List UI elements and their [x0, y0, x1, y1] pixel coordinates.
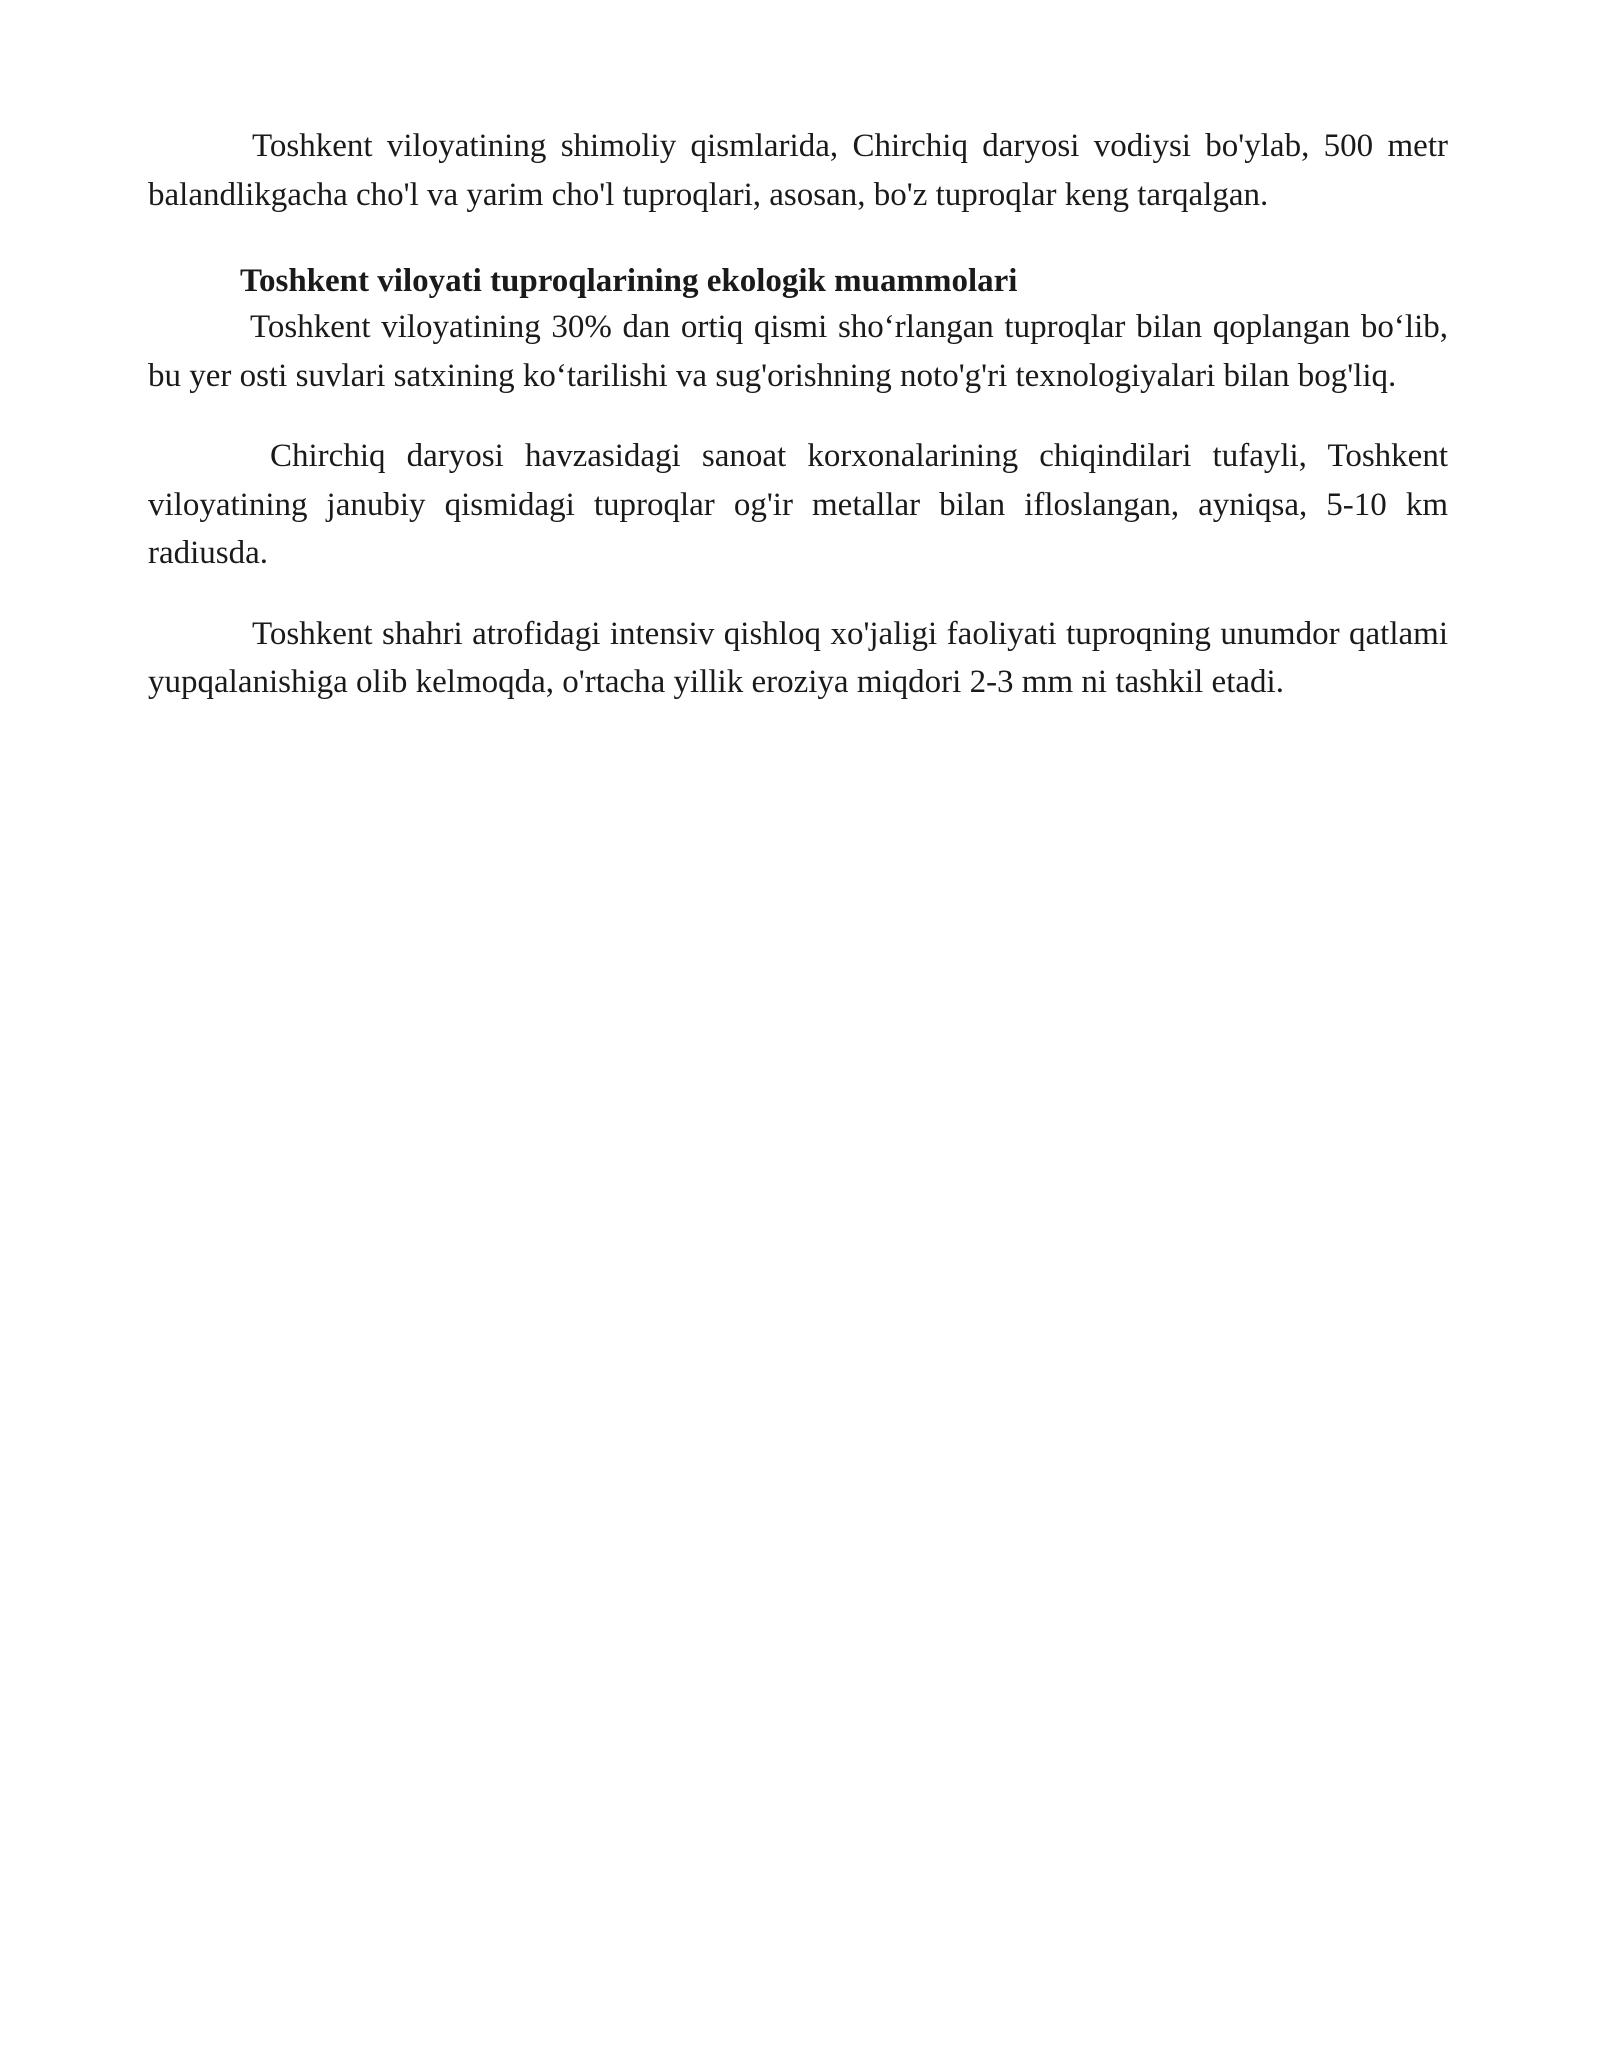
- paragraph-erosion: Toshkent shahri atrofidagi intensiv qishloq xo'jaligi faoliyati tuproqning unumdor qatlami yupqalanishiga olib kelmoqda, o'rtacha yillik eroziya miqdori 2-3 mm ni tashkil etadi.: [148, 615, 1448, 700]
- document-page: [148, 122, 1448, 707]
- section-heading: Toshkent viloyati tuproqlarining ekologik muammolari: [240, 263, 1018, 299]
- paragraph-northern-soils: Toshkent viloyatining shimoliy qismlarida, Chirchiq daryosi vodiysi bo'ylab, 500 metr balandlikgacha cho'l va yarim cho'l tuproqlari, asosan, bo'z tuproqlar keng tarqalgan.: [148, 128, 1448, 213]
- paragraph-saline-soils: Toshkent viloyatining 30% dan ortiq qismi sho‘rlangan tuproqlar bilan qoplangan bo‘lib, bu yer osti suvlari satxining ko‘tarilishi va sug'orishning noto'g'ri texnologiyalari bilan bog'liq.: [148, 309, 1448, 394]
- paragraph-heavy-metals: Chirchiq daryosi havzasidagi sanoat korxonalarining chiqindilari tufayli, Toshkent viloyatining janubiy qismidagi tuproqlar og'ir metallar bilan ifloslangan, ayniqsa, 5-10 km radiusda.: [148, 438, 1448, 571]
